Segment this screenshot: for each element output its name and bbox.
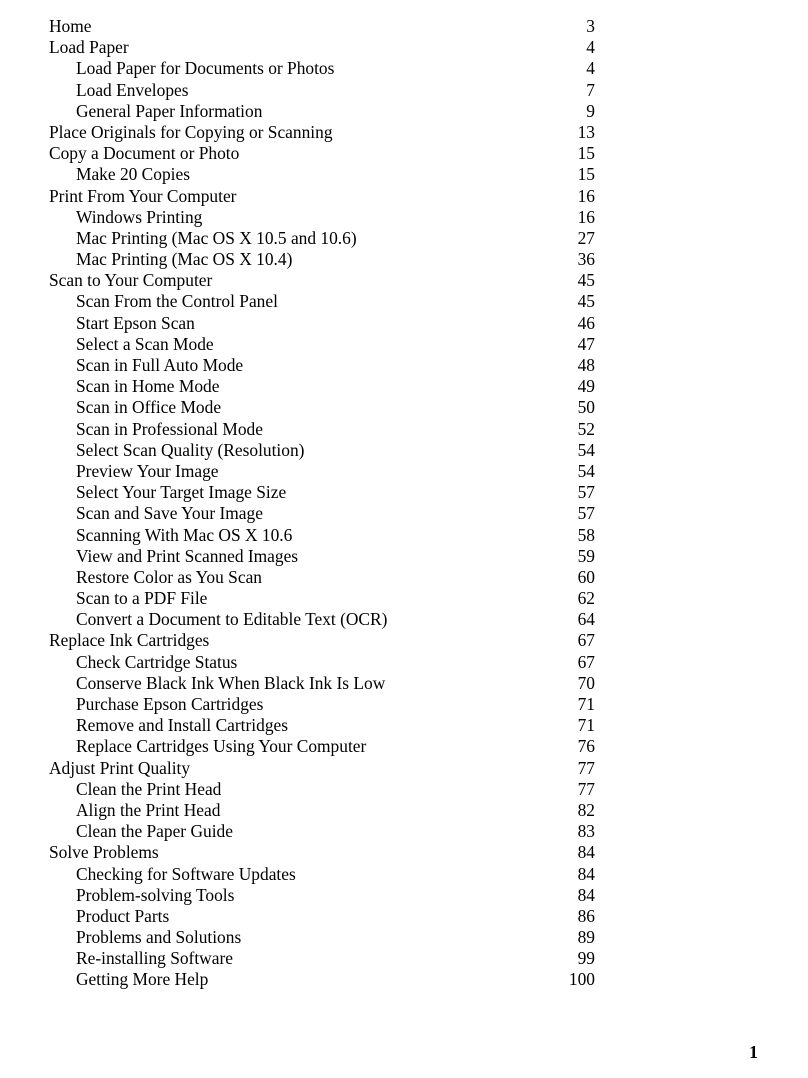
toc-entry-title: Load Envelopes — [76, 79, 189, 100]
toc-section-link[interactable] — [49, 16, 595, 37]
toc-subsection-link[interactable] — [49, 927, 595, 948]
toc-entry-page: 58 — [577, 524, 595, 545]
toc-entry-title: Select Your Target Image Size — [76, 482, 287, 503]
toc-section-link[interactable] — [49, 758, 595, 779]
toc-entry-title: Mac Printing (Mac OS X 10.4) — [76, 249, 293, 270]
toc-entry-title: Conserve Black Ink When Black Ink Is Low — [76, 672, 386, 693]
toc-subsection-link[interactable] — [49, 864, 595, 885]
table-of-contents — [49, 16, 595, 991]
toc-entry-title: Checking for Software Updates — [76, 863, 296, 884]
toc-subsection-link[interactable] — [49, 715, 595, 736]
toc-entry-page: 57 — [577, 482, 595, 503]
toc-subsection-link[interactable] — [49, 969, 595, 990]
toc-subsection-link[interactable] — [49, 885, 595, 906]
toc-entry-title: Convert a Document to Editable Text (OCR) — [76, 609, 388, 630]
toc-entry-page: 100 — [568, 969, 595, 990]
toc-entry-page: 7 — [586, 79, 595, 100]
toc-entry-page: 16 — [577, 185, 595, 206]
toc-entry-page: 4 — [586, 37, 595, 58]
toc-section-link[interactable] — [49, 842, 595, 863]
toc-subsection-link[interactable] — [49, 567, 595, 588]
toc-subsection-link[interactable] — [49, 525, 595, 546]
toc-entry-page: 64 — [577, 609, 595, 630]
toc-entry-page: 45 — [577, 270, 595, 291]
toc-entry-page: 46 — [577, 312, 595, 333]
toc-entry-page: 70 — [577, 672, 595, 693]
toc-entry-title: Solve Problems — [49, 842, 159, 863]
toc-entry-title: Getting More Help — [76, 969, 209, 990]
toc-entry-title: Product Parts — [76, 905, 170, 926]
toc-entry-page: 57 — [577, 503, 595, 524]
toc-entry-title: Scan in Office Mode — [76, 397, 222, 418]
toc-section-link[interactable] — [49, 143, 595, 164]
toc-subsection-link[interactable] — [49, 355, 595, 376]
toc-entry-page: 99 — [577, 948, 595, 969]
toc-entry-page: 67 — [577, 651, 595, 672]
toc-entry-page: 3 — [586, 16, 595, 36]
toc-entry-page: 49 — [577, 376, 595, 397]
toc-section-link[interactable] — [49, 186, 595, 207]
toc-entry-title: Remove and Install Cartridges — [76, 715, 289, 736]
toc-entry-page: 36 — [577, 249, 595, 270]
toc-subsection-link[interactable] — [49, 376, 595, 397]
toc-entry-page: 60 — [577, 566, 595, 587]
toc-entry-title: Scan and Save Your Image — [76, 503, 263, 524]
toc-subsection-link[interactable] — [49, 334, 595, 355]
toc-entry-page: 71 — [577, 715, 595, 736]
toc-entry-page: 77 — [577, 757, 595, 778]
toc-entry-title: Copy a Document or Photo — [49, 143, 240, 164]
toc-entry-title: Home — [49, 16, 92, 36]
toc-subsection-link[interactable] — [49, 58, 595, 79]
page-number: 1 — [749, 1042, 758, 1062]
toc-subsection-link[interactable] — [49, 588, 595, 609]
toc-entry-page: 62 — [577, 588, 595, 609]
toc-entry-page: 50 — [577, 397, 595, 418]
toc-entry-title: Load Paper for Documents or Photos — [76, 58, 335, 79]
toc-subsection-link[interactable] — [49, 207, 595, 228]
toc-entry-page: 52 — [577, 418, 595, 439]
toc-entry-title: Restore Color as You Scan — [76, 566, 262, 587]
toc-entry-page: 59 — [577, 545, 595, 566]
toc-section-link[interactable] — [49, 37, 595, 58]
toc-entry-title: Replace Cartridges Using Your Computer — [76, 736, 367, 757]
toc-entry-title: General Paper Information — [76, 100, 263, 121]
toc-entry-title: Mac Printing (Mac OS X 10.5 and 10.6) — [76, 227, 357, 248]
toc-entry-title: Clean the Print Head — [76, 778, 222, 799]
toc-subsection-link[interactable] — [49, 779, 595, 800]
toc-entry-page: 16 — [577, 206, 595, 227]
toc-entry-title: Adjust Print Quality — [49, 757, 191, 778]
toc-entry-page: 83 — [577, 821, 595, 842]
toc-entry-title: Scan in Professional Mode — [76, 418, 263, 439]
toc-entry-page: 47 — [577, 333, 595, 354]
toc-entry-title: View and Print Scanned Images — [76, 545, 299, 566]
toc-entry-title: Load Paper — [49, 37, 129, 58]
toc-entry-page: 84 — [577, 884, 595, 905]
toc-entry-title: Windows Printing — [76, 206, 203, 227]
toc-entry-title: Scanning With Mac OS X 10.6 — [76, 524, 293, 545]
toc-entry-title: Select a Scan Mode — [76, 333, 214, 354]
toc-entry-title: Place Originals for Copying or Scanning — [49, 121, 333, 142]
toc-entry-page: 54 — [577, 439, 595, 460]
toc-entry-page: 13 — [577, 121, 595, 142]
toc-entry-title: Start Epson Scan — [76, 312, 195, 333]
toc-entry-title: Problem-solving Tools — [76, 884, 235, 905]
toc-entry-title: Scan in Home Mode — [76, 376, 220, 397]
toc-subsection-link[interactable] — [49, 652, 595, 673]
toc-section-link[interactable] — [49, 270, 595, 291]
toc-entry-page: 15 — [577, 143, 595, 164]
toc-subsection-link[interactable] — [49, 673, 595, 694]
toc-entry-title: Re-installing Software — [76, 948, 233, 969]
toc-entry-page: 67 — [577, 630, 595, 651]
toc-entry-page: 77 — [577, 778, 595, 799]
toc-subsection-link[interactable] — [49, 800, 595, 821]
toc-entry-title: Purchase Epson Cartridges — [76, 694, 264, 714]
toc-subsection-link[interactable] — [49, 546, 595, 567]
toc-entry-page: 9 — [586, 100, 595, 121]
toc-subsection-link[interactable] — [49, 694, 595, 715]
toc-entry-page: 76 — [577, 736, 595, 757]
toc-entry-title: Scan to Your Computer — [49, 270, 213, 291]
toc-subsection-link[interactable] — [49, 440, 595, 461]
toc-entry-page: 15 — [577, 164, 595, 185]
toc-entry-title: Select Scan Quality (Resolution) — [76, 439, 305, 460]
toc-subsection-link[interactable] — [49, 821, 595, 842]
toc-entry-page: 48 — [577, 355, 595, 375]
toc-entry-title: Scan From the Control Panel — [76, 291, 278, 312]
toc-entry-title: Preview Your Image — [76, 460, 219, 481]
toc-entry-page: 45 — [577, 291, 595, 312]
toc-entry-title: Scan in Full Auto Mode — [76, 355, 244, 375]
toc-entry-title: Scan to a PDF File — [76, 588, 208, 609]
toc-subsection-link[interactable] — [49, 736, 595, 757]
toc-entry-page: 84 — [577, 863, 595, 884]
toc-section-link[interactable] — [49, 122, 595, 143]
toc-entry-page: 89 — [577, 927, 595, 948]
toc-entry-page: 54 — [577, 460, 595, 481]
toc-subsection-link[interactable] — [49, 397, 595, 418]
toc-subsection-link[interactable] — [49, 609, 595, 630]
toc-entry-title: Align the Print Head — [76, 799, 221, 820]
toc-entry-page: 82 — [577, 799, 595, 820]
toc-subsection-link[interactable] — [49, 313, 595, 334]
toc-subsection-link[interactable] — [49, 503, 595, 524]
toc-entry-page: 86 — [577, 905, 595, 926]
toc-entry-title: Make 20 Copies — [76, 164, 190, 185]
toc-entry-title: Check Cartridge Status — [76, 651, 238, 672]
toc-entry-title: Replace Ink Cartridges — [49, 630, 210, 651]
toc-subsection-link[interactable] — [49, 228, 595, 249]
toc-subsection-link[interactable] — [49, 482, 595, 503]
toc-subsection-link[interactable] — [49, 948, 595, 969]
toc-subsection-link[interactable] — [49, 419, 595, 440]
toc-subsection-link[interactable] — [49, 164, 595, 185]
toc-entry-title: Clean the Paper Guide — [76, 821, 233, 842]
toc-subsection-link[interactable] — [49, 80, 595, 101]
toc-entry-title: Print From Your Computer — [49, 185, 237, 206]
toc-subsection-link[interactable] — [49, 461, 595, 482]
toc-entry-page: 84 — [577, 842, 595, 863]
toc-entry-page: 4 — [586, 58, 595, 79]
toc-entry-title: Problems and Solutions — [76, 927, 242, 948]
toc-section-link[interactable] — [49, 630, 595, 651]
toc-subsection-link[interactable] — [49, 101, 595, 122]
toc-entry-page: 71 — [577, 694, 595, 714]
toc-subsection-link[interactable] — [49, 291, 595, 312]
toc-entry-page: 27 — [577, 227, 595, 248]
toc-subsection-link[interactable] — [49, 249, 595, 270]
toc-subsection-link[interactable] — [49, 906, 595, 927]
